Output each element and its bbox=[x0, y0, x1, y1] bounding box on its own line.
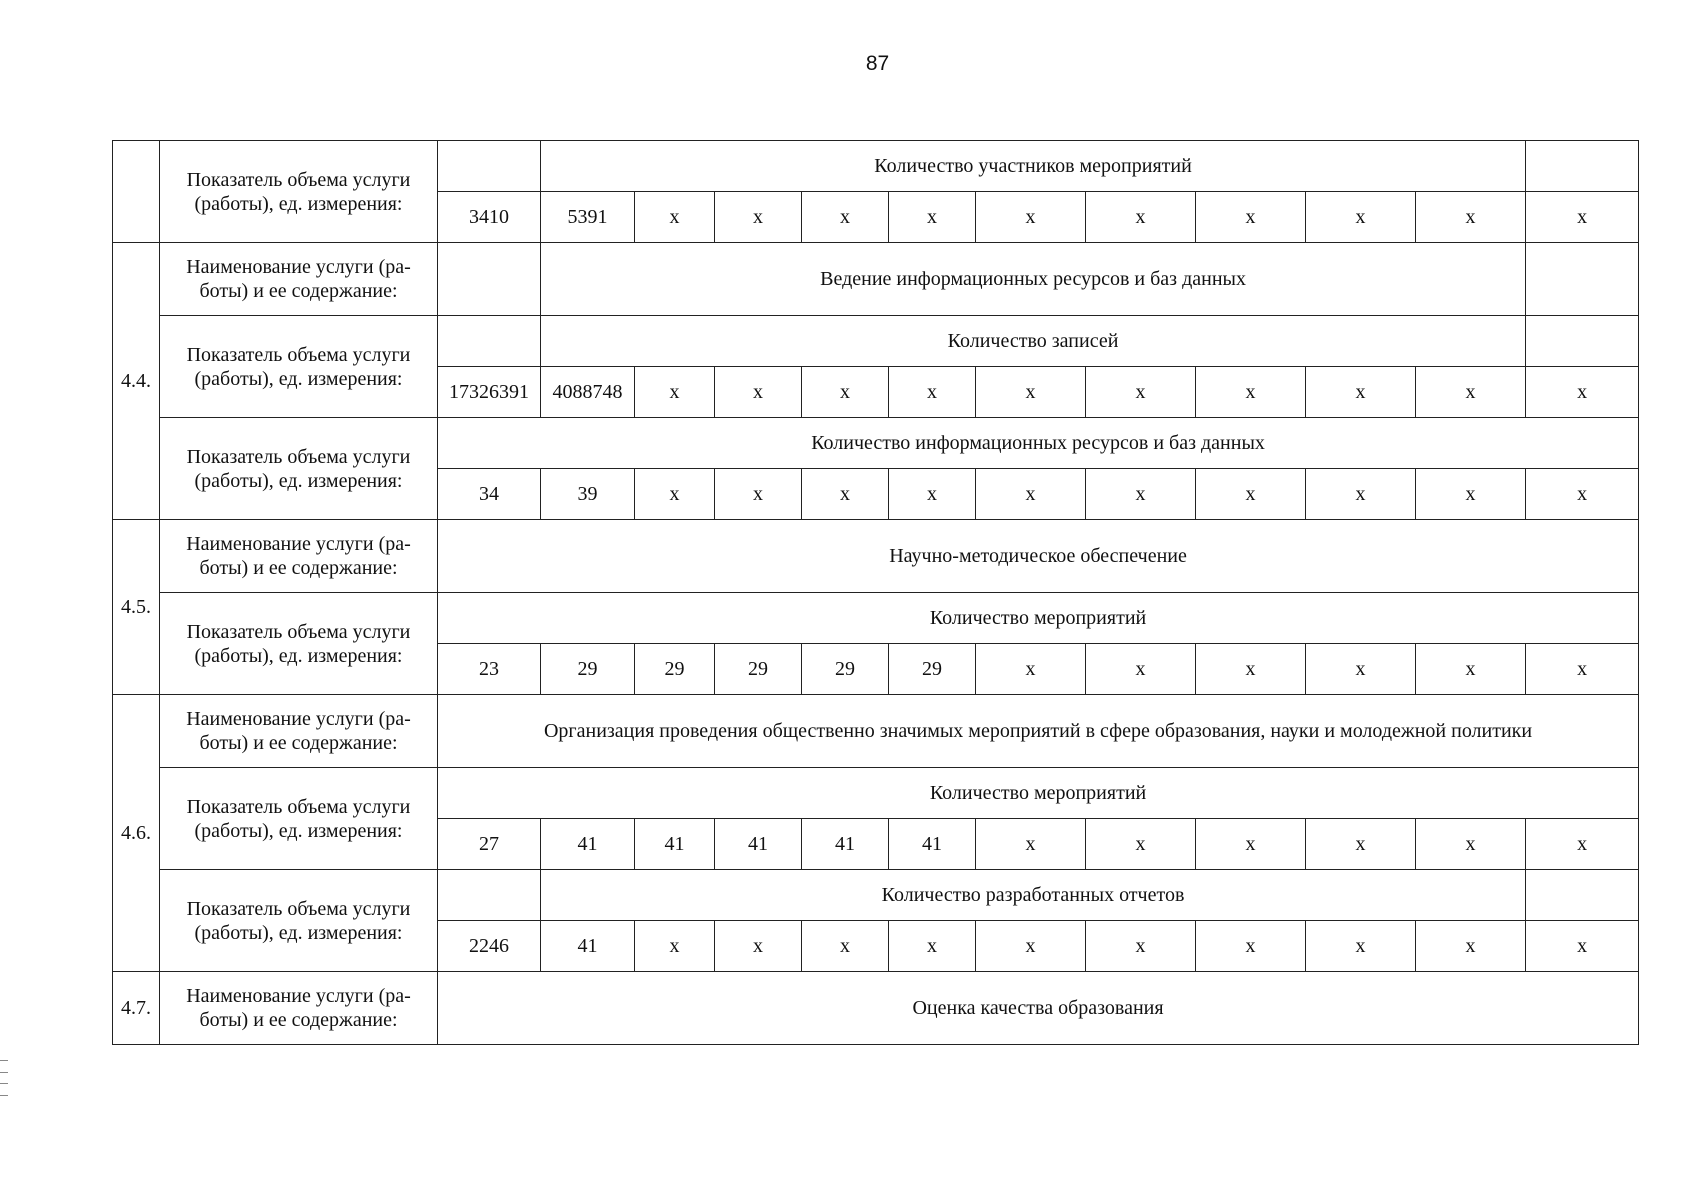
value-cell: x bbox=[1086, 367, 1196, 418]
value-cell: 29 bbox=[541, 644, 635, 695]
service-title: Организация проведения общественно значимых мероприятий в сфере образования, науки и молодежной политики bbox=[438, 695, 1639, 768]
value-cell: 34 bbox=[438, 469, 541, 520]
value-cell: x bbox=[1526, 367, 1639, 418]
value-cell: 5391 bbox=[541, 192, 635, 243]
section-number: 4.6. bbox=[113, 695, 160, 972]
empty-cell bbox=[438, 243, 541, 316]
section-number: 4.7. bbox=[113, 972, 160, 1045]
indicator-label: Показатель объема услуги (работы), ед. измерения: bbox=[160, 768, 438, 870]
service-name-label: Наименование услуги (ра- боты) и ее содержание: bbox=[160, 243, 438, 316]
service-name-row bbox=[113, 972, 1639, 1045]
indicator-label: Показатель объема услуги (работы), ед. измерения: bbox=[160, 418, 438, 520]
value-cell: x bbox=[1086, 921, 1196, 972]
value-cell: x bbox=[889, 469, 976, 520]
value-cell: x bbox=[1086, 644, 1196, 695]
value-cell: x bbox=[1526, 819, 1639, 870]
value-cell: 41 bbox=[541, 921, 635, 972]
empty-cell bbox=[438, 316, 541, 367]
value-cell: x bbox=[1526, 644, 1639, 695]
value-cell: 23 bbox=[438, 644, 541, 695]
value-cell: x bbox=[976, 644, 1086, 695]
value-cell: x bbox=[1306, 192, 1416, 243]
value-cell: x bbox=[1526, 921, 1639, 972]
value-cell: 29 bbox=[635, 644, 715, 695]
value-cell: x bbox=[1416, 469, 1526, 520]
value-cell: x bbox=[1086, 469, 1196, 520]
value-cell: x bbox=[1306, 367, 1416, 418]
page-number: 87 bbox=[865, 52, 890, 75]
value-cell: 41 bbox=[889, 819, 976, 870]
value-cell: x bbox=[889, 367, 976, 418]
empty-cell bbox=[1526, 870, 1639, 921]
value-cell: x bbox=[802, 921, 889, 972]
value-cell: 29 bbox=[802, 644, 889, 695]
value-cell: x bbox=[1086, 192, 1196, 243]
value-cell: x bbox=[715, 367, 802, 418]
value-cell: x bbox=[635, 469, 715, 520]
value-cell: x bbox=[976, 192, 1086, 243]
value-cell: x bbox=[715, 192, 802, 243]
value-cell: x bbox=[1196, 921, 1306, 972]
value-cell: x bbox=[715, 469, 802, 520]
value-cell: x bbox=[889, 192, 976, 243]
indicator-label: Показатель объема услуги (работы), ед. измерения: bbox=[160, 870, 438, 972]
indicator-title: Количество записей bbox=[541, 316, 1526, 367]
value-cell: x bbox=[635, 921, 715, 972]
value-cell: x bbox=[1196, 644, 1306, 695]
service-title: Научно-методическое обеспечение bbox=[438, 520, 1639, 593]
value-cell: x bbox=[1416, 819, 1526, 870]
value-cell: x bbox=[1306, 921, 1416, 972]
value-cell: x bbox=[889, 921, 976, 972]
value-cell: x bbox=[715, 921, 802, 972]
value-cell: x bbox=[976, 469, 1086, 520]
value-cell: x bbox=[802, 367, 889, 418]
value-cell: x bbox=[1416, 644, 1526, 695]
value-cell: 2246 bbox=[438, 921, 541, 972]
scan-margin-mark bbox=[0, 1060, 8, 1096]
value-cell: x bbox=[976, 819, 1086, 870]
value-cell: 39 bbox=[541, 469, 635, 520]
value-cell: x bbox=[1196, 367, 1306, 418]
section-number: 4.5. bbox=[113, 520, 160, 695]
services-table bbox=[112, 140, 1639, 1045]
indicator-title-row bbox=[113, 418, 1639, 469]
value-cell: x bbox=[1306, 644, 1416, 695]
value-cell: 41 bbox=[541, 819, 635, 870]
indicator-title-row bbox=[113, 141, 1639, 192]
value-cell: x bbox=[976, 921, 1086, 972]
indicator-label: Показатель объема услуги (работы), ед. измерения: bbox=[160, 593, 438, 695]
value-cell: x bbox=[1196, 192, 1306, 243]
value-cell: x bbox=[1416, 921, 1526, 972]
value-cell: x bbox=[1306, 819, 1416, 870]
indicator-label: Показатель объема услуги (работы), ед. измерения: bbox=[160, 141, 438, 243]
value-cell: x bbox=[1196, 819, 1306, 870]
service-title: Оценка качества образования bbox=[438, 972, 1639, 1045]
indicator-title-row bbox=[113, 593, 1639, 644]
value-cell: x bbox=[1416, 192, 1526, 243]
service-name-label: Наименование услуги (ра- боты) и ее содержание: bbox=[160, 972, 438, 1045]
value-cell: 4088748 bbox=[541, 367, 635, 418]
empty-cell bbox=[1526, 316, 1639, 367]
value-cell: x bbox=[635, 367, 715, 418]
empty-cell bbox=[1526, 243, 1639, 316]
indicator-title: Количество участников мероприятий bbox=[541, 141, 1526, 192]
value-cell: x bbox=[1196, 469, 1306, 520]
value-cell: x bbox=[1306, 469, 1416, 520]
section-number: 4.4. bbox=[113, 243, 160, 520]
indicator-title-row bbox=[113, 870, 1639, 921]
service-name-row bbox=[113, 243, 1639, 316]
indicator-title: Количество разработанных отчетов bbox=[541, 870, 1526, 921]
value-cell: x bbox=[976, 367, 1086, 418]
value-cell: x bbox=[802, 192, 889, 243]
value-cell: 29 bbox=[889, 644, 976, 695]
indicator-title-row bbox=[113, 768, 1639, 819]
value-cell: 41 bbox=[715, 819, 802, 870]
service-name-row bbox=[113, 520, 1639, 593]
value-cell: x bbox=[1086, 819, 1196, 870]
service-name-label: Наименование услуги (ра- боты) и ее содержание: bbox=[160, 695, 438, 768]
service-title: Ведение информационных ресурсов и баз данных bbox=[541, 243, 1526, 316]
value-cell: 27 bbox=[438, 819, 541, 870]
indicator-title: Количество мероприятий bbox=[438, 768, 1639, 819]
value-cell: 29 bbox=[715, 644, 802, 695]
value-cell: 41 bbox=[802, 819, 889, 870]
indicator-title: Количество мероприятий bbox=[438, 593, 1639, 644]
indicator-title: Количество информационных ресурсов и баз данных bbox=[438, 418, 1639, 469]
empty-cell bbox=[438, 870, 541, 921]
value-cell: 17326391 bbox=[438, 367, 541, 418]
service-name-label: Наименование услуги (ра- боты) и ее содержание: bbox=[160, 520, 438, 593]
indicator-title-row bbox=[113, 316, 1639, 367]
value-cell: 41 bbox=[635, 819, 715, 870]
value-cell: x bbox=[802, 469, 889, 520]
row-number bbox=[113, 141, 160, 243]
value-cell: 3410 bbox=[438, 192, 541, 243]
empty-cell bbox=[438, 141, 541, 192]
value-cell: x bbox=[1526, 469, 1639, 520]
value-cell: x bbox=[1526, 192, 1639, 243]
value-cell: x bbox=[635, 192, 715, 243]
value-cell: x bbox=[1416, 367, 1526, 418]
indicator-label: Показатель объема услуги (работы), ед. измерения: bbox=[160, 316, 438, 418]
empty-cell bbox=[1526, 141, 1639, 192]
service-name-row bbox=[113, 695, 1639, 768]
